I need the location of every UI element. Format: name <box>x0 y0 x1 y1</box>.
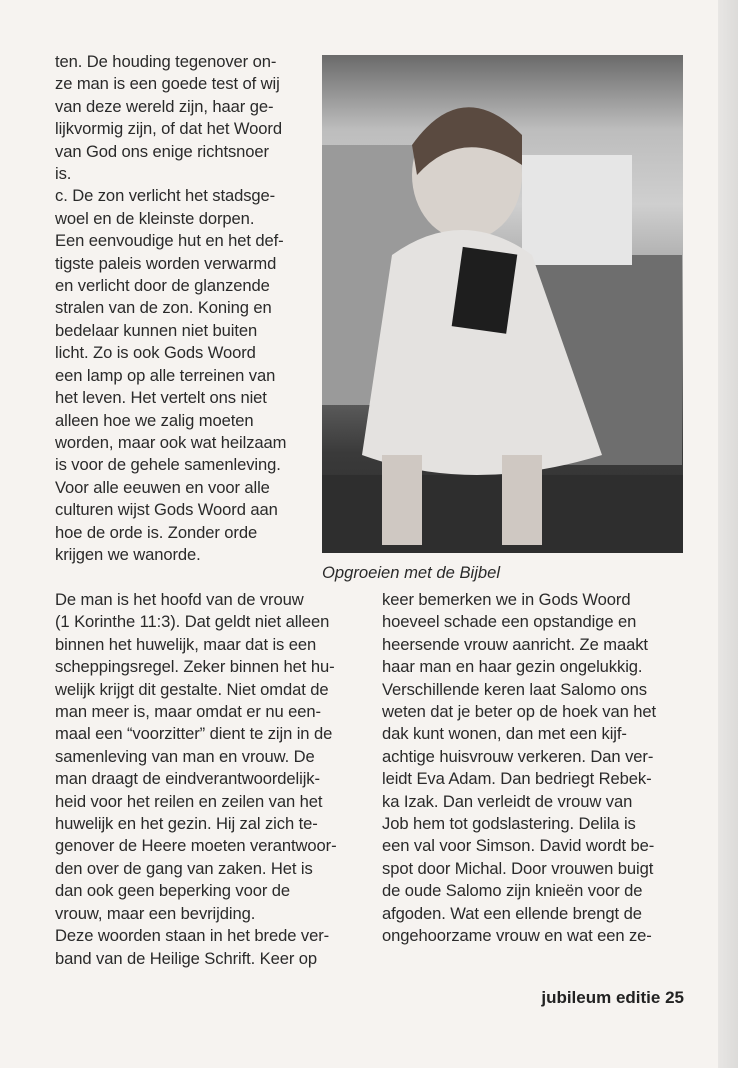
text-line: samenleving van man en vrouw. De <box>55 746 315 766</box>
text-line: is voor de gehele samenleving. <box>55 455 281 475</box>
text-line: dak kunt wonen, dan met een kijf- <box>382 724 627 744</box>
text-line: ze man is een goede test of wij <box>55 74 280 94</box>
photo-caption: Opgroeien met de Bijbel <box>322 563 501 582</box>
text-line: bedelaar kunnen niet buiten <box>55 320 258 340</box>
text-line: huwelijk en het gezin. Hij zal zich te- <box>55 814 318 834</box>
text-line: binnen het huwelijk, maar dat is een <box>55 634 317 654</box>
text-line: alleen hoe we zalig moeten <box>55 410 254 430</box>
text-line: c. De zon verlicht het stadsge- <box>55 186 276 206</box>
text-line: keer bemerken we in Gods Woord <box>382 590 631 609</box>
text-line: achtige huisvrouw verkeren. Dan ver- <box>382 746 654 766</box>
text-line: Voor alle eeuwen en voor alle <box>55 477 270 497</box>
text-line: een val voor Simson. David wordt be- <box>382 836 655 856</box>
text-line: lijkvormig zijn, of dat het Woord <box>55 119 282 139</box>
text-line: genover de Heere moeten verantwoor- <box>55 836 337 856</box>
text-line: tigste paleis worden verwarmd <box>55 253 277 273</box>
text-line: hoe de orde is. Zonder orde <box>55 522 258 542</box>
text-line: den over de gang van zaken. Het is <box>55 858 313 878</box>
text-line: welijk krijgt dit gestalte. Niet omdat de <box>55 679 329 699</box>
text-line: De man is het hoofd van de vrouw <box>55 590 304 609</box>
text-line: krijgen we wanorde. <box>55 544 201 564</box>
text-line: heid voor het reilen en zeilen van het <box>55 791 323 811</box>
text-line: weten dat je beter op de hoek van het <box>382 702 656 722</box>
text-line: (1 Korinthe 11:3). Dat geldt niet alleen <box>55 612 330 632</box>
text-line: dan ook geen beperking voor de <box>55 881 291 901</box>
text-line: van deze wereld zijn, haar ge- <box>55 96 274 116</box>
text-line: haar man en haar gezin ongelukkig. <box>382 657 643 677</box>
page-footer: jubileum editie 25 <box>541 988 684 1007</box>
text-line: Verschillende keren laat Salomo ons <box>382 679 647 699</box>
text-line: Deze woorden staan in het brede ver- <box>55 926 330 946</box>
text-line: ongehoorzame vrouw en wat een ze- <box>382 926 652 946</box>
text-line: band van de Heilige Schrift. Keer op <box>55 948 318 968</box>
text-line: van God ons enige richtsnoer <box>55 141 269 161</box>
text-line: culturen wijst Gods Woord aan <box>55 500 278 520</box>
text-line: stralen van de zon. Koning en <box>55 298 272 318</box>
text-line: is. <box>55 164 72 184</box>
text-line: afgoden. Wat een ellende brengt de <box>382 903 642 923</box>
text-line: het leven. Het vertelt ons niet <box>55 388 267 408</box>
text-column-bottom-left <box>55 589 337 970</box>
text-line: vrouw, maar een bevrijding. <box>55 903 256 923</box>
text-line: spot door Michal. Door vrouwen buigt <box>382 858 654 878</box>
text-line: ten. De houding tegenover on- <box>55 52 277 71</box>
text-line: hoeveel schade een opstandige en <box>382 612 637 632</box>
page-edge <box>718 0 738 1068</box>
photo-girl-reading-bible <box>322 55 683 553</box>
text-column-bottom-right <box>382 589 656 948</box>
text-line: licht. Zo is ook Gods Woord <box>55 343 256 363</box>
text-line: de oude Salomo zijn knieën voor de <box>382 881 643 901</box>
text-line: heersende vrouw aanricht. Ze maakt <box>382 634 648 654</box>
text-column-top-left <box>55 51 286 566</box>
text-line: worden, maar ook wat heilzaam <box>55 432 287 452</box>
text-line: maal een “voorzitter” dient te zijn in de <box>55 724 333 744</box>
text-line: woel en de kleinste dorpen. <box>55 208 255 228</box>
text-line: scheppingsregel. Zeker binnen het hu- <box>55 657 335 677</box>
text-line: een lamp op alle terreinen van <box>55 365 276 385</box>
text-line: Job hem tot godslastering. Delila is <box>382 814 636 834</box>
text-line: man draagt de eindverantwoordelijk- <box>55 769 320 789</box>
text-line: ka Izak. Dan verleidt de vrouw van <box>382 791 633 811</box>
text-line: en verlicht door de glanzende <box>55 276 270 296</box>
photo-illustration <box>322 55 683 553</box>
text-line: Een eenvoudige hut en het def- <box>55 231 284 251</box>
text-line: man meer is, maar omdat er nu een- <box>55 702 321 722</box>
text-line: leidt Eva Adam. Dan bedriegt Rebek- <box>382 769 652 789</box>
